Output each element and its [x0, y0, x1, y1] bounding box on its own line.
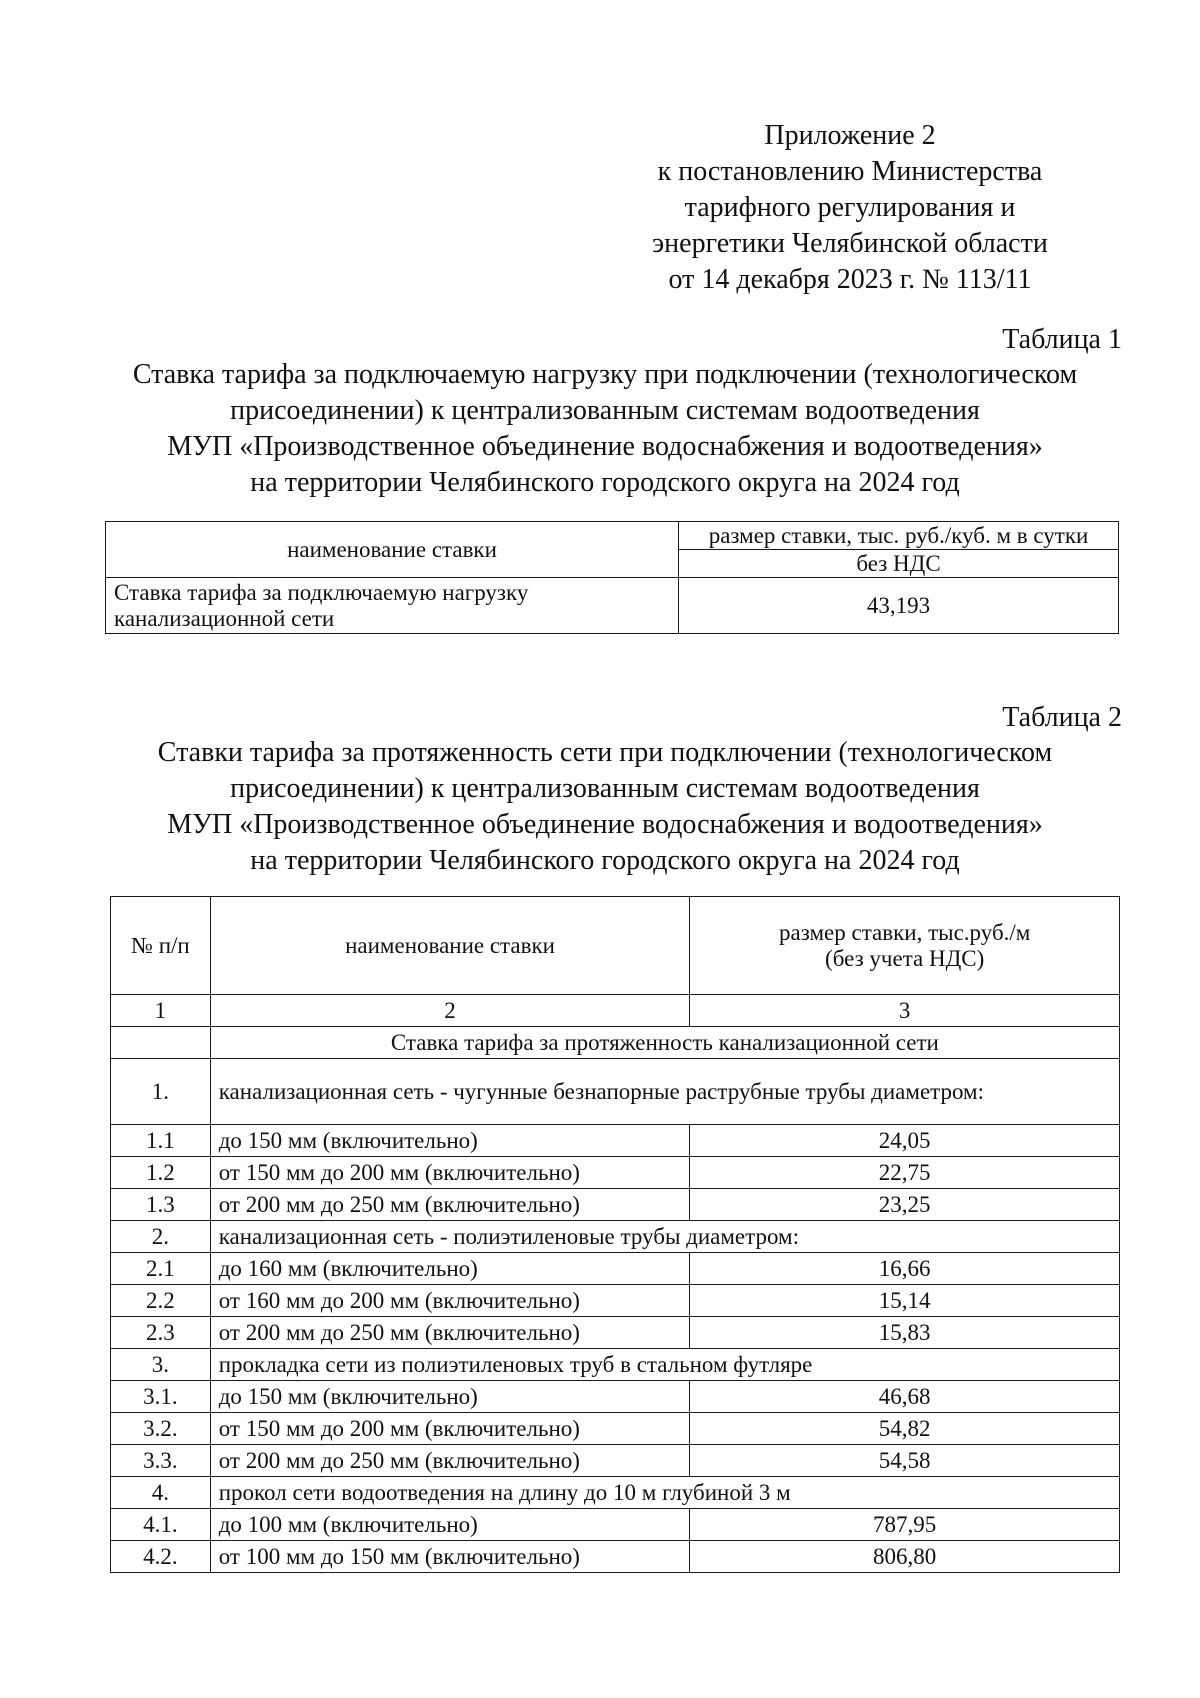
row-value: 54,82: [690, 1413, 1120, 1445]
appendix-line: тарифного регулирования и: [684, 192, 1016, 223]
row-name: от 200 мм до 250 мм (включительно): [210, 1445, 690, 1477]
row-num: 1.1: [111, 1125, 211, 1157]
row-name: от 200 мм до 250 мм (включительно): [210, 1317, 690, 1349]
table2-title-line: на территории Челябинского городского округа на 2024 год: [250, 845, 960, 876]
table2-header-rate: [690, 897, 1120, 995]
table-row: [111, 1413, 1120, 1445]
table2-section-row: [111, 1027, 1120, 1059]
row-name: до 150 мм (включительно): [210, 1381, 690, 1413]
row-num: 3.1.: [111, 1381, 211, 1413]
row-group-title: прокладка сети из полиэтиленовых труб в стальном футляре: [210, 1349, 1119, 1381]
table2-colnum: 2: [210, 995, 690, 1027]
table1-row-name: [106, 578, 679, 634]
table1-header-name: наименование ставки: [106, 522, 679, 578]
appendix-line: Приложение 2: [764, 120, 936, 151]
appendix-line: от 14 декабря 2023 г. № 113/11: [668, 264, 1032, 295]
table2-number: Таблица 2: [1002, 702, 1122, 733]
row-name: от 150 мм до 200 мм (включительно): [210, 1157, 690, 1189]
table2-title-line: присоединении) к централизованным системам водоотведения: [230, 773, 980, 804]
table1-title-line: Ставка тарифа за подключаемую нагрузку при подключении (технологическом: [132, 359, 1078, 390]
table1-row-name-line: Ставка тарифа за подключаемую нагрузку: [114, 579, 529, 605]
table2-colnum: 1: [111, 995, 211, 1027]
table2-section-empty: [111, 1027, 211, 1059]
table1-title-line: присоединении) к централизованным системам водоотведения: [230, 395, 980, 426]
table1-row-name-line: канализационной сети: [114, 605, 335, 631]
table-row: [111, 1445, 1120, 1477]
row-value: 15,83: [690, 1317, 1120, 1349]
table2-colnum: 3: [690, 995, 1120, 1027]
row-num: 2.: [111, 1221, 211, 1253]
table-row: [111, 1059, 1120, 1125]
table-row: [111, 1541, 1120, 1573]
table-row: [111, 1317, 1120, 1349]
table1-title-line: на территории Челябинского городского округа на 2024 год: [250, 467, 960, 498]
table-row: [111, 1349, 1120, 1381]
row-group-title: прокол сети водоотведения на длину до 10 м глубиной 3 м: [210, 1477, 1119, 1509]
table-row: [111, 1381, 1120, 1413]
table2-header-rate-line: (без учета НДС): [825, 945, 985, 971]
row-num: 4.: [111, 1477, 211, 1509]
row-name: до 100 мм (включительно): [210, 1509, 690, 1541]
row-num: 2.2: [111, 1285, 211, 1317]
table2: [110, 896, 1120, 1573]
table1-header-rate: размер ставки, тыс. руб./куб. м в сутки: [679, 522, 1119, 550]
row-num: 1.3: [111, 1189, 211, 1221]
row-name: от 150 мм до 200 мм (включительно): [210, 1413, 690, 1445]
row-value: 24,05: [690, 1125, 1120, 1157]
row-value: 15,14: [690, 1285, 1120, 1317]
row-value: 54,58: [690, 1445, 1120, 1477]
table2-header-rate-line: размер ставки, тыс.руб./м: [779, 919, 1031, 945]
row-value: 806,80: [690, 1541, 1120, 1573]
table-row: [111, 1285, 1120, 1317]
table1-header-vat: без НДС: [679, 550, 1119, 578]
row-num: 4.2.: [111, 1541, 211, 1573]
row-name: от 160 мм до 200 мм (включительно): [210, 1285, 690, 1317]
row-name: от 100 мм до 150 мм (включительно): [210, 1541, 690, 1573]
row-num: 1.2: [111, 1157, 211, 1189]
table1-header-row: [106, 522, 1119, 550]
table2-title: [90, 735, 1120, 879]
table1-title-line: МУП «Производственное объединение водоснабжения и водоотведения»: [167, 431, 1043, 462]
row-value: 23,25: [690, 1189, 1120, 1221]
row-name: до 160 мм (включительно): [210, 1253, 690, 1285]
appendix-line: энергетики Челябинской области: [652, 228, 1048, 259]
table-row: [111, 1157, 1120, 1189]
table1: [105, 521, 1119, 634]
appendix-header: [620, 118, 1080, 298]
table-row: [111, 1221, 1120, 1253]
row-num: 2.3: [111, 1317, 211, 1349]
row-name: до 150 мм (включительно): [210, 1125, 690, 1157]
table1-title: [90, 357, 1120, 501]
table-row: [106, 578, 1119, 634]
table1-number: Таблица 1: [1002, 324, 1122, 355]
row-name: от 200 мм до 250 мм (включительно): [210, 1189, 690, 1221]
table2-colnum-row: [111, 995, 1120, 1027]
row-group-title: канализационная сеть - чугунные безнапорные раструбные трубы диаметром:: [210, 1059, 1119, 1125]
table-row: [111, 1253, 1120, 1285]
row-value: 22,75: [690, 1157, 1120, 1189]
row-num: 2.1: [111, 1253, 211, 1285]
table-row: [111, 1509, 1120, 1541]
table2-title-line: МУП «Производственное объединение водоснабжения и водоотведения»: [167, 809, 1043, 840]
table-row: [111, 1189, 1120, 1221]
row-num: 1.: [111, 1059, 211, 1125]
row-value: 16,66: [690, 1253, 1120, 1285]
row-num: 4.1.: [111, 1509, 211, 1541]
table1-row-value: 43,193: [679, 578, 1119, 634]
table2-section-title: Ставка тарифа за протяженность канализационной сети: [210, 1027, 1119, 1059]
row-value: 46,68: [690, 1381, 1120, 1413]
table2-header-name: наименование ставки: [210, 897, 690, 995]
appendix-line: к постановлению Министерства: [657, 156, 1043, 187]
table-row: [111, 1477, 1120, 1509]
row-value: 787,95: [690, 1509, 1120, 1541]
row-group-title: канализационная сеть - полиэтиленовые трубы диаметром:: [210, 1221, 1119, 1253]
row-num: 3.: [111, 1349, 211, 1381]
table-row: [111, 1125, 1120, 1157]
row-num: 3.3.: [111, 1445, 211, 1477]
table2-title-line: Ставки тарифа за протяженность сети при подключении (технологическом: [157, 737, 1053, 768]
table2-header-num: № п/п: [111, 897, 211, 995]
row-num: 3.2.: [111, 1413, 211, 1445]
table2-header-row: [111, 897, 1120, 995]
